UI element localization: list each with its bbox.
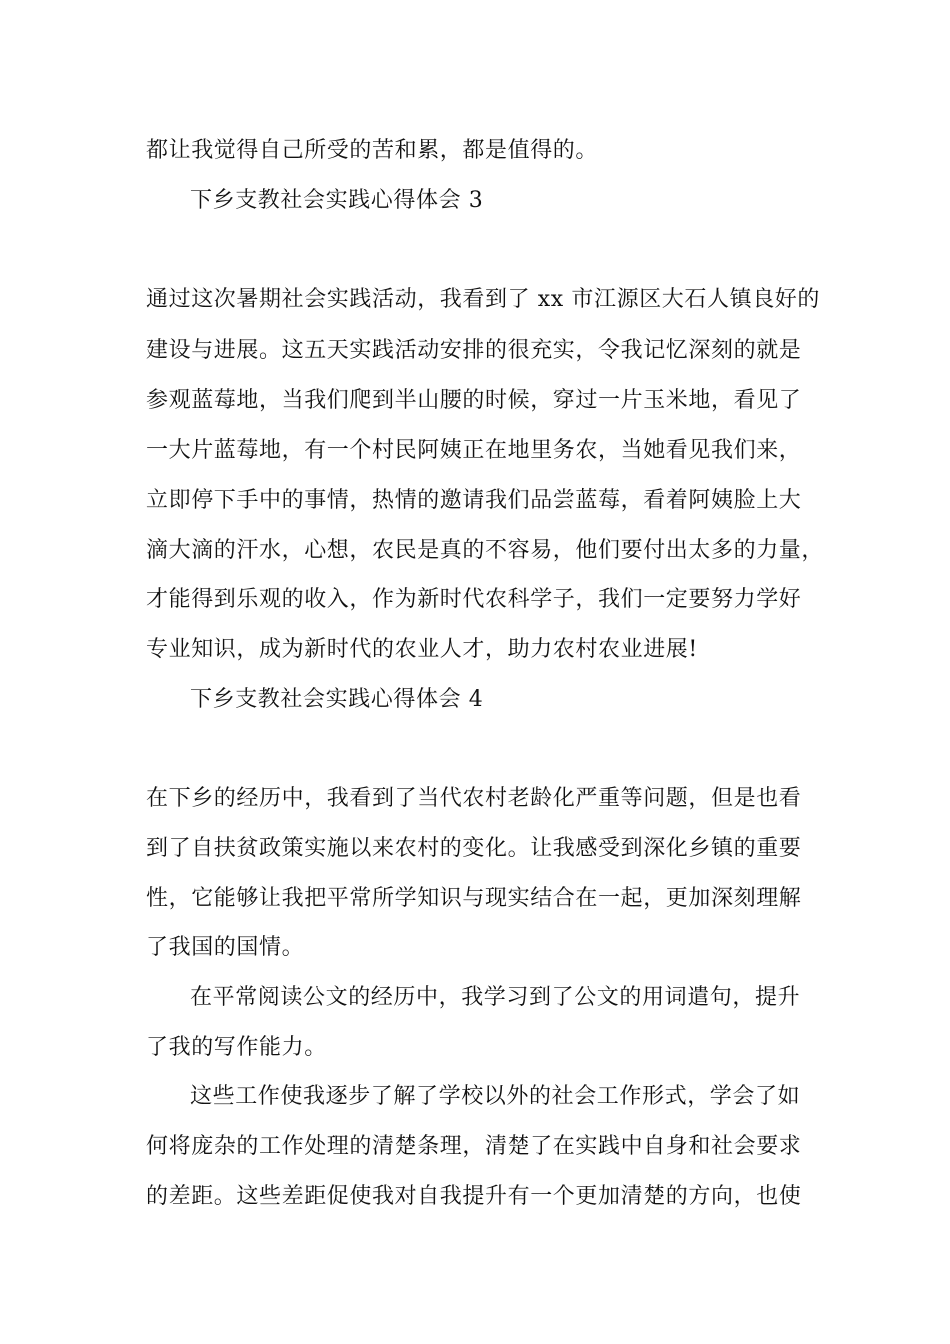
paragraph-line: 何将庞杂的工作处理的清楚条理，清楚了在实践中自身和社会要求 bbox=[146, 1134, 802, 1159]
paragraph-line: 参观蓝莓地，当我们爬到半山腰的时候，穿过一片玉米地，看见了 bbox=[146, 388, 802, 413]
paragraph-line: 性，它能够让我把平常所学知识与现实结合在一起，更加深刻理解 bbox=[146, 886, 802, 911]
paragraph-line: 立即停下手中的事情，热情的邀请我们品尝蓝莓，看着阿姨脸上大 bbox=[146, 488, 802, 513]
paragraph-line: 建设与进展。这五天实践活动安排的很充实，令我记忆深刻的就是 bbox=[146, 338, 802, 363]
paragraph-line: 这些工作使我逐步了解了学校以外的社会工作形式，学会了如 bbox=[190, 1084, 801, 1109]
paragraph-line: 到了自扶贫政策实施以来农村的变化。让我感受到深化乡镇的重要 bbox=[146, 836, 802, 861]
paragraph-line: 一大片蓝莓地，有一个村民阿姨正在地里务农，当她看见我们来， bbox=[146, 438, 802, 463]
paragraph-line: 通过这次暑期社会实践活动，我看到了 xx 市江源区大石人镇良好的 bbox=[146, 287, 821, 312]
section-heading-3: 下乡支教社会实践心得体会 3 bbox=[190, 188, 484, 213]
paragraph-line: 滴大滴的汗水，心想，农民是真的不容易，他们要付出太多的力量， bbox=[146, 538, 825, 563]
paragraph-line: 了我的写作能力。 bbox=[146, 1035, 327, 1060]
paragraph-line: 专业知识，成为新时代的农业人才，助力农村农业进展! bbox=[146, 637, 698, 662]
paragraph-line: 都让我觉得自己所受的苦和累，都是值得的。 bbox=[146, 138, 599, 163]
paragraph-line: 在下乡的经历中，我看到了当代农村老龄化严重等问题，但是也看 bbox=[146, 786, 802, 811]
paragraph-line: 才能得到乐观的收入，作为新时代农科学子，我们一定要努力学好 bbox=[146, 587, 802, 612]
paragraph-line: 在平常阅读公文的经历中，我学习到了公文的用词遣句，提升 bbox=[190, 985, 801, 1010]
paragraph-line: 了我国的国情。 bbox=[146, 935, 305, 960]
paragraph-line: 的差距。这些差距促使我对自我提升有一个更加清楚的方向，也使 bbox=[146, 1184, 802, 1209]
section-heading-4: 下乡支教社会实践心得体会 4 bbox=[190, 687, 484, 712]
